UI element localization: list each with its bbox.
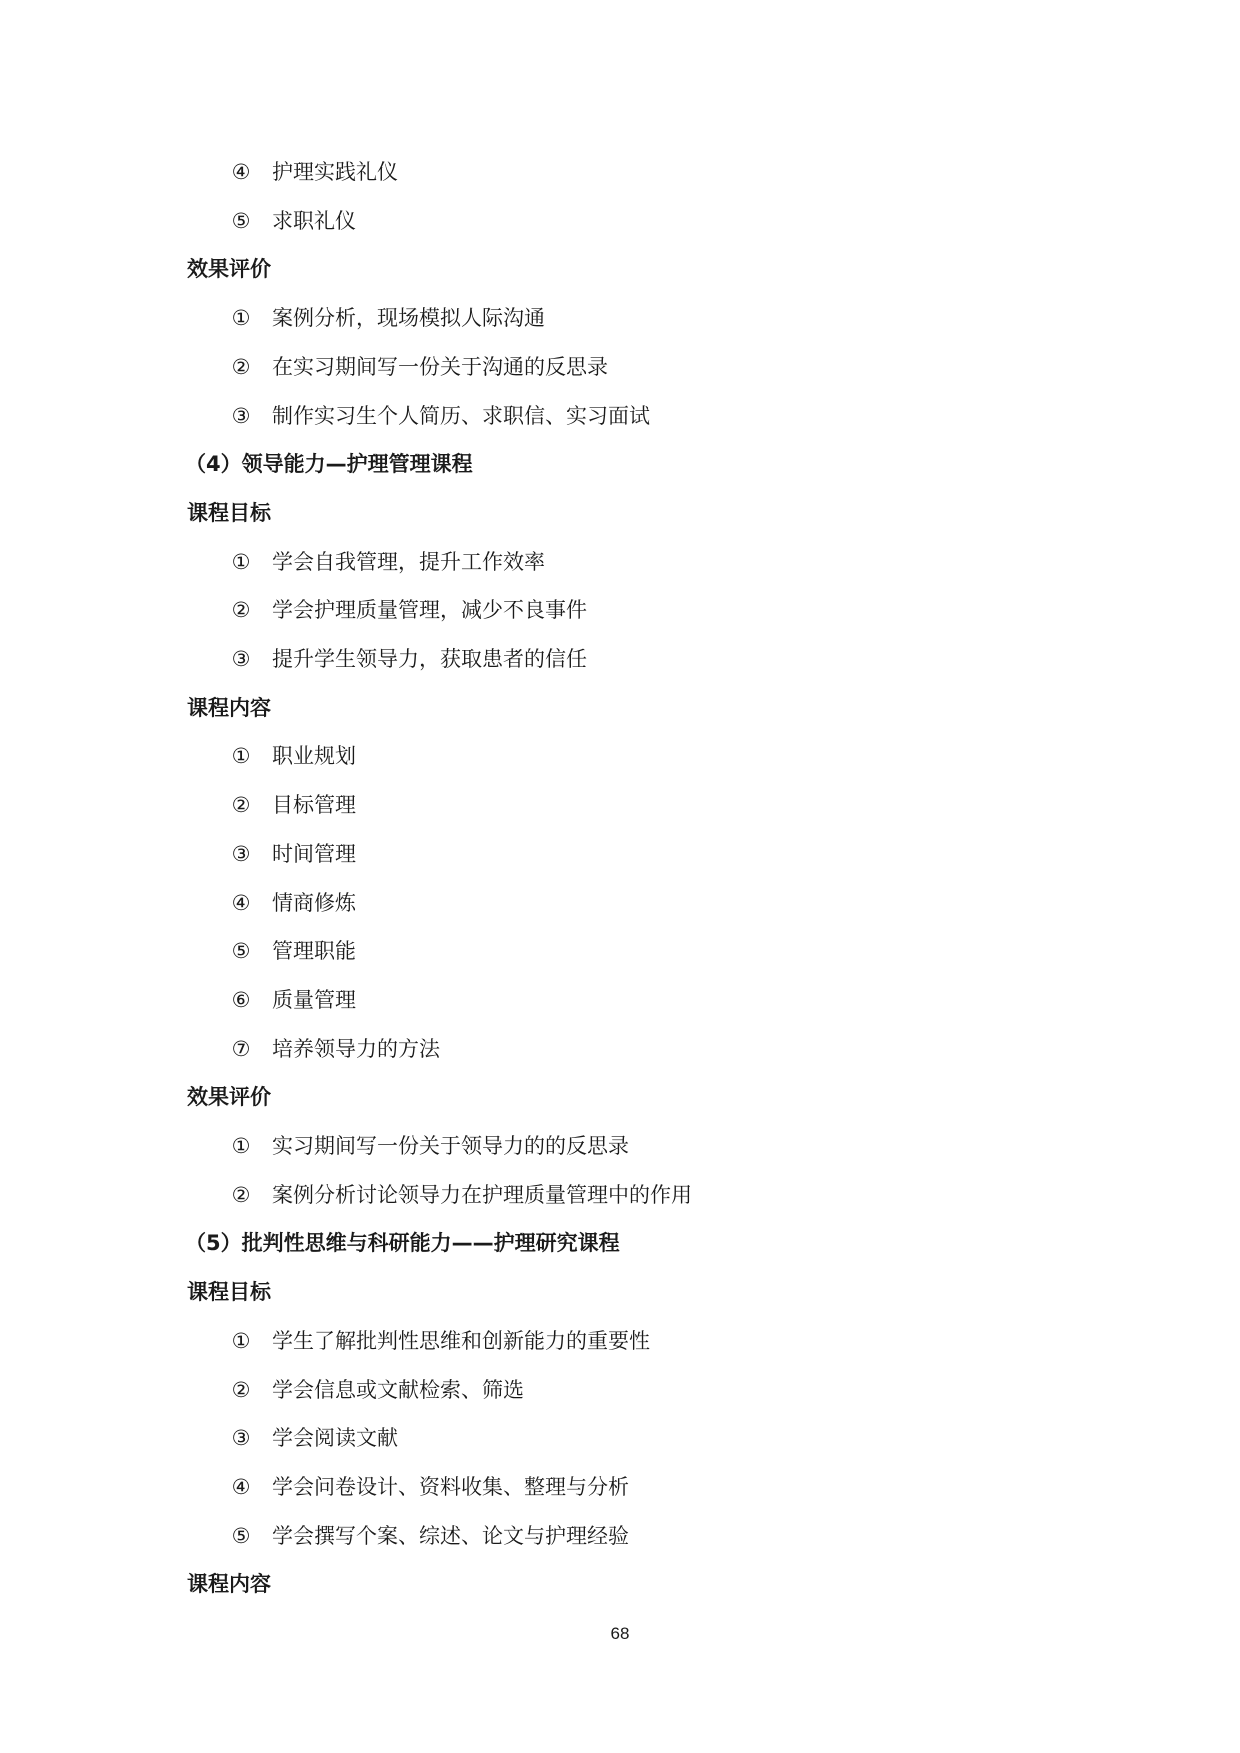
list-item-number: ⑤ (231, 939, 251, 964)
list-item-text: 质量管理 (272, 987, 356, 1012)
list-item-text: 情商修炼 (272, 890, 356, 915)
list-item-text: 学会自我管理，提升工作效率 (272, 549, 545, 574)
list-item-number: ⑥ (231, 987, 251, 1012)
subsection-heading: 效果评价 (187, 1085, 271, 1110)
subsection-heading: 课程目标 (187, 1280, 271, 1305)
list-item-text: 求职礼仪 (272, 208, 356, 233)
list-item-text: 学会问卷设计、资料收集、整理与分析 (272, 1474, 629, 1499)
list-item-number: ④ (231, 160, 251, 184)
list-item-number: ① (231, 744, 251, 769)
list-item-text: 时间管理 (272, 841, 356, 866)
list-item-text: 学会信息或文献检索、筛选 (272, 1377, 524, 1402)
subsection-heading: 课程内容 (187, 1572, 271, 1597)
list-item-text: 职业规划 (272, 744, 356, 769)
list-item-number: ① (231, 549, 251, 574)
page-number: 68 (610, 1624, 630, 1643)
list-item-text: 在实习期间写一份关于沟通的反思录 (272, 354, 608, 379)
list-item-number: ② (231, 354, 251, 379)
list-item-text: 实习期间写一份关于领导力的的反思录 (272, 1134, 629, 1158)
list-item-number: ① (231, 1328, 251, 1353)
list-item-number: ② (231, 1377, 251, 1402)
list-item-number: ② (231, 793, 251, 818)
list-item-number: ① (231, 1134, 251, 1158)
subsection-heading: 课程内容 (187, 695, 271, 720)
list-item-text: 管理职能 (272, 939, 356, 964)
list-item-number: ④ (231, 890, 251, 915)
list-item-number: ③ (231, 403, 251, 428)
subsection-heading: 效果评价 (187, 257, 271, 282)
list-item-number: ④ (231, 1474, 251, 1499)
list-item-text: 学会撰写个案、综述、论文与护理经验 (272, 1523, 629, 1548)
list-item-text: 护理实践礼仪 (272, 160, 398, 184)
list-item-number: ⑦ (231, 1036, 251, 1061)
list-item-number: ③ (231, 841, 251, 866)
list-item-text: 目标管理 (272, 793, 356, 818)
list-item-text: 案例分析讨论领导力在护理质量管理中的作用 (272, 1182, 692, 1207)
list-item-text: 提升学生领导力，获取患者的信任 (272, 647, 587, 671)
list-item-number: ② (231, 1182, 251, 1207)
list-item-number: ③ (231, 647, 251, 671)
list-item-text: 案例分析，现场模拟人际沟通 (272, 306, 545, 331)
list-item-number: ① (231, 306, 251, 331)
list-item-text: 制作实习生个人简历、求职信、实习面试 (272, 403, 650, 428)
list-item-number: ③ (231, 1426, 251, 1451)
list-item-text: 培养领导力的方法 (272, 1036, 440, 1061)
list-item-number: ⑤ (231, 208, 251, 233)
list-item-text: 学会护理质量管理，减少不良事件 (272, 598, 587, 623)
list-item-text: 学会阅读文献 (272, 1426, 398, 1451)
list-item-text: 学生了解批判性思维和创新能力的重要性 (272, 1328, 650, 1353)
list-item-number: ② (231, 598, 251, 623)
section-title: （4）领导能力—护理管理课程 (185, 452, 473, 477)
list-item-number: ⑤ (231, 1523, 251, 1548)
section-title: （5）批判性思维与科研能力——护理研究课程 (185, 1231, 620, 1256)
subsection-heading: 课程目标 (187, 500, 271, 525)
